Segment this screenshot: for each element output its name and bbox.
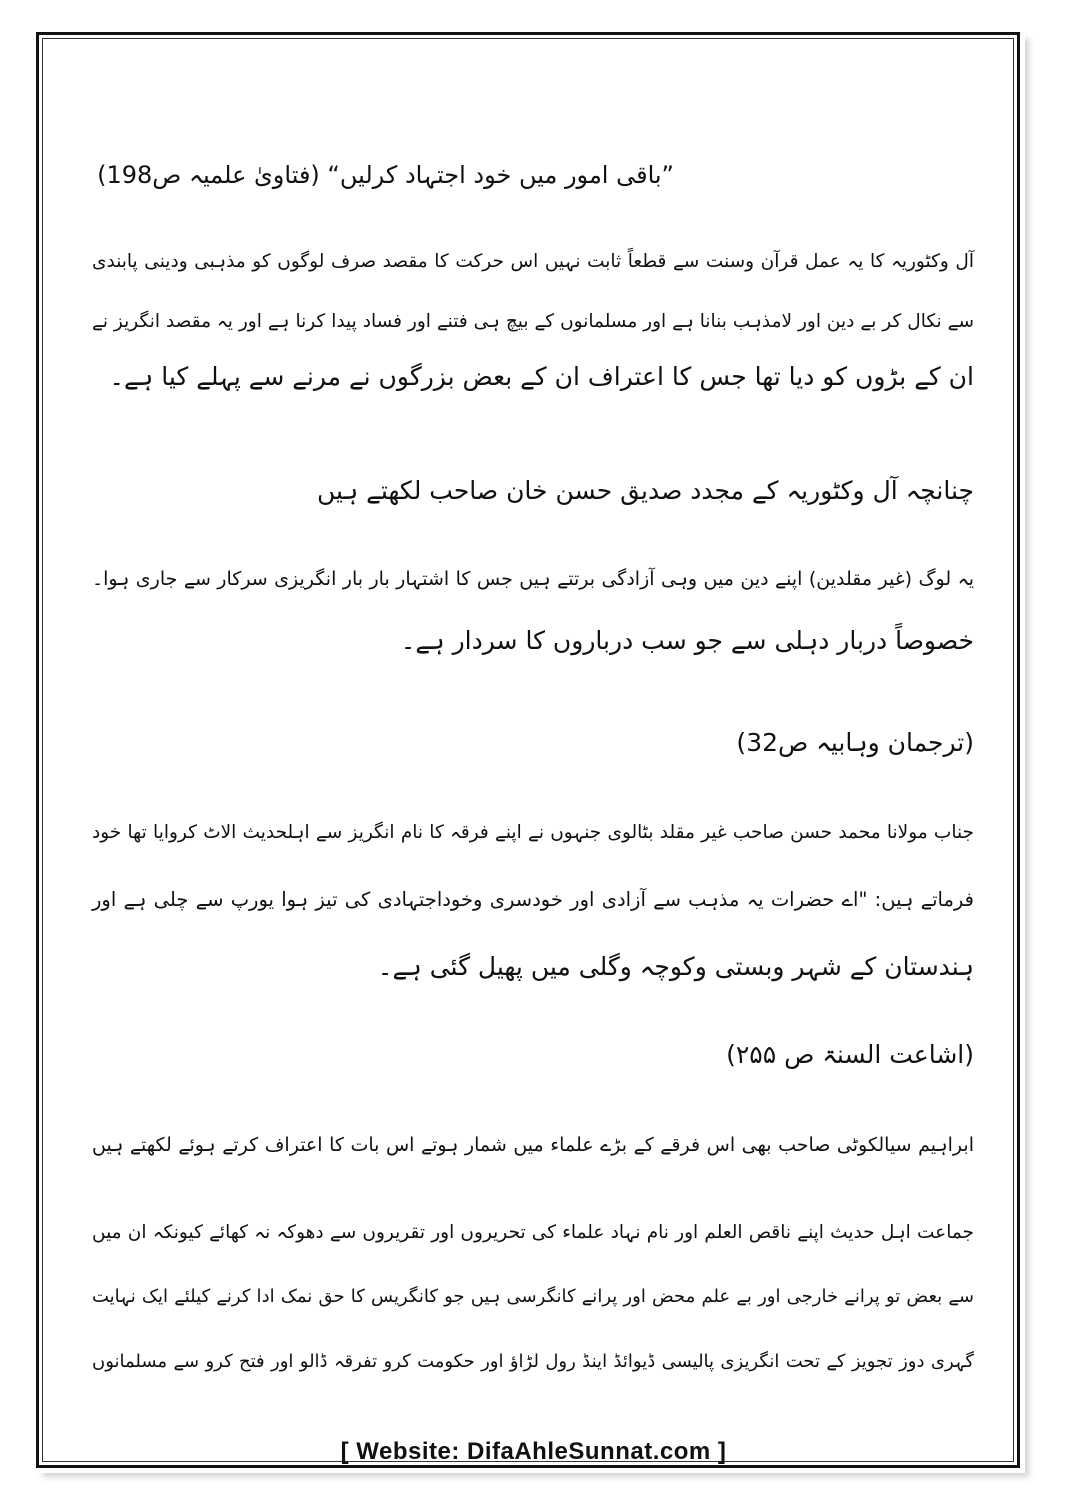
paragraph-line: گہری دوز تجویز کے تحت انگریزی پالیسی ڈیوائڈ اینڈ رول لڑاؤ اور حکومت کرو تفرقہ ڈالو اور فتح کرو سے مسلمانوں	[92, 1351, 974, 1372]
paragraph-line: ان کے بڑوں کو دیا تھا جس کا اعتراف ان کے بعض بزرگوں نے مرنے سے پہلے کیا ہے۔	[109, 362, 974, 391]
paragraph-line: ہندستان کے شہر وبستی وکوچہ وگلی میں پھیل گئی ہے۔	[377, 952, 974, 981]
paragraph-line: ابراہیم سیالکوٹی صاحب بھی اس فرقے کے بڑے علماء میں شمار ہوتے اس بات کا اعتراف کرتے ہوئے لکھتے ہیں	[92, 1134, 974, 1156]
paragraph-line: جماعت اہل حدیث اپنے ناقص العلم اور نام نہاد علماء کی تحریروں اور تقریروں سے دھوکہ نہ کھائے کیونکہ ان میں	[92, 1222, 974, 1243]
paragraph-line: سے نکال کر بے دین اور لامذہب بنانا ہے اور مسلمانوں کے بیچ ہی فتنے اور فساد پیدا کرنا ہے اور یہ مقصد انگریز نے	[92, 311, 974, 332]
paragraph-line: آل وکٹوریہ کا یہ عمل قرآن وسنت سے قطعاً ثابت نہیں اس حرکت کا مقصد صرف لوگوں کو مذہبی ودینی پابندی	[92, 251, 974, 272]
paragraph-line: سے بعض تو پرانے خارجی اور بے علم محض اور پرانے کانگرسی ہیں جو کانگریس کا حق نمک ادا کرنے کیلئے ایک نہایت	[92, 1286, 974, 1307]
quote-fatawa-ilmiya: ”باقی امور میں خود اجتہاد کرلیں“ (فتاویٰ علمیہ ص198)	[97, 161, 674, 189]
website-footer: [ Website: DifaAhleSunnat.com ]	[340, 1438, 727, 1465]
paragraph-line: خصوصاً دربار دہلی سے جو سب درباروں کا سردار ہے۔	[400, 626, 974, 655]
paragraph-line: یہ لوگ (غیر مقلدین) اپنے دین میں وہی آزادگی برتتے ہیں جس کا اشتہار بار بار انگریزی سرکار سے جاری ہوا۔	[92, 568, 974, 590]
paragraph-line: فرماتے ہیں: "اے حضرات یہ مذہب سے آزادی اور خودسری وخوداجتہادی کی تیز ہوا یورپ سے چلی ہے اور	[92, 888, 974, 911]
paragraph-line: چنانچہ آل وکٹوریہ کے مجدد صدیق حسن خان صاحب لکھتے ہیں	[317, 476, 974, 505]
citation-ishaat-us-sunnah: (اشاعت السنۃ ص ۲۵۵)	[726, 1040, 974, 1069]
paragraph-line: جناب مولانا محمد حسن صاحب غیر مقلد بٹالوی جنہوں نے اپنے فرقہ کا نام انگریز سے اہلحدیث الاٹ کروایا تھا خود	[92, 822, 974, 843]
citation-tarjuman-wahabiya: (ترجمان وہابیہ ص32)	[736, 728, 974, 757]
